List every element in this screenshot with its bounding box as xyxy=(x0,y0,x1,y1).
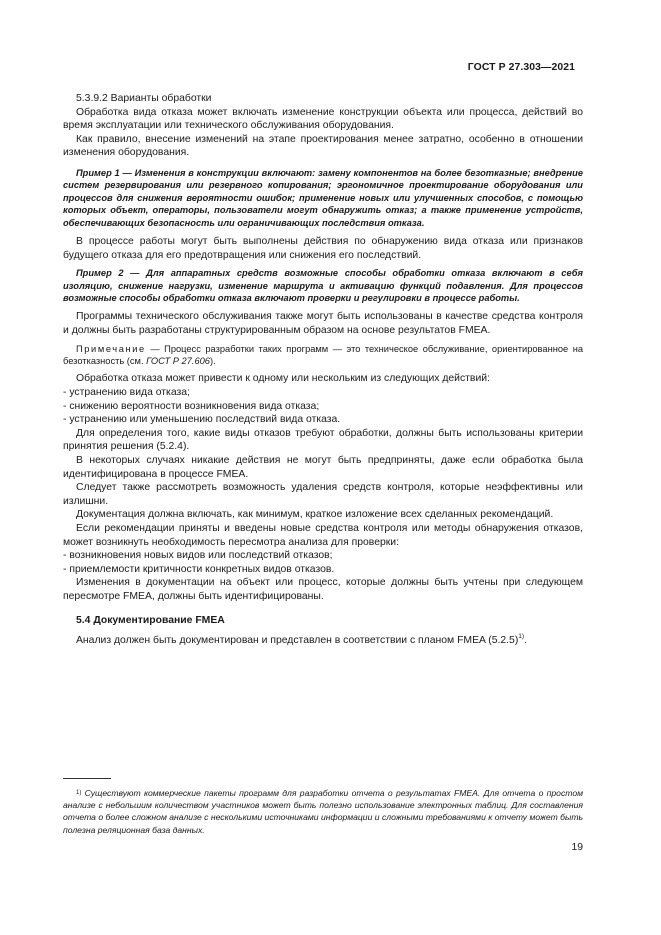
footnote-divider xyxy=(63,778,111,779)
note-end: ). xyxy=(209,356,216,366)
paragraph: Для определения того, какие виды отказов требуют обработки, должны быть использованы критерии принятия решения (5.2.4). xyxy=(63,427,583,453)
page-body xyxy=(63,92,583,647)
paragraph: Документация должна включать, как минимум, краткое изложение всех сделанных рекомендаций. xyxy=(76,509,554,521)
paragraph: Обработка отказа может привести к одному или нескольким из следующих действий: xyxy=(76,373,490,385)
example-2: Пример 2 — Для аппаратных средств возможные способы обработки отказа включают в себя изоляцию, снижение нагрузки, изменение маршрута и активацию функций подавления. Для процессов возможные способы обработки отказа включают проверки и регулировки в процессе работы. xyxy=(63,268,583,303)
list-item: - устранению или уменьшению последствий вида отказа. xyxy=(63,414,341,426)
paragraph xyxy=(63,634,583,648)
note-reference: ГОСТ Р 27.606 xyxy=(146,356,210,366)
note xyxy=(63,343,583,368)
paragraph: В процессе работы могут быть выполнены действия по обнаружению вида отказа или признаков будущего отказа для его предотвращения или снижения его последствий. xyxy=(63,236,583,261)
paragraph-text: Анализ должен быть документирован и представлен в соответствии с планом FMEA (5.2.5) xyxy=(76,634,519,646)
paragraph-end: . xyxy=(524,634,527,646)
paragraph: Обработка вида отказа может включать изменение конструкции объекта или процесса, действий во время эксплуатации или технического обслуживания оборудования. xyxy=(63,106,583,132)
document-code: ГОСТ Р 27.303—2021 xyxy=(467,62,575,73)
example-1: Пример 1 — Изменения в конструкции включают: замену компонентов на более безотказные; внедрение систем резервирования или резервного копирования; эргономичное проектирование оборудования или процессов для снижения вероятности ошибок; применение новых или улучшенных способов, с помощью которых объект, операторы, пользователи могут обнаружить отказ; а также применение устройств, обеспечивающих безопасность или ограничивающих последствия отказа. xyxy=(63,167,583,228)
list-item: - приемлемости критичности конкретных видов отказов. xyxy=(63,563,335,575)
paragraph: Как правило, внесение изменений на этапе проектирования менее затратно, особенно в отношении изменения оборудования. xyxy=(63,133,583,159)
note-label: Примечание xyxy=(76,343,146,354)
section-title-5-4: 5.4 Документирование FMEA xyxy=(76,614,225,626)
list-item: - возникновения новых видов или последствий отказов; xyxy=(63,550,333,562)
section-heading: 5.3.9.2 Варианты обработки xyxy=(76,93,212,104)
paragraph: Если рекомендации приняты и введены новые средства контроля или методы обнаружения отказов, может возникнуть необходимость пересмотра анализа для проверки: xyxy=(63,522,583,548)
note-text: — Процесс разработки таких программ — это техническое обслуживание, ориентированное на безотказность (см. xyxy=(63,343,583,366)
paragraph: Изменения в документации на объект или процесс, которые должны быть учтены при следующем пересмотре FMEA, должны быть идентифицированы. xyxy=(63,577,583,602)
list-item: - устранению вида отказа; xyxy=(63,387,190,398)
footnote-marker: 1) xyxy=(76,790,82,796)
paragraph: В некоторых случаях никакие действия не могут быть предприняты, даже если обработка была идентифицирована в процессе FMEA. xyxy=(63,454,583,480)
page-number: 19 xyxy=(571,842,583,853)
paragraph: Следует также рассмотреть возможность удаления средств контроля, которые неэффективны или излишни. xyxy=(63,482,583,507)
list-item: - снижению вероятности возникновения вида отказа; xyxy=(63,400,320,412)
footnote-text: Существуют коммерческие пакеты программ для разработки отчета о результатах FMEA. Для отчета о простом анализе с небольшим количеством участников может быть полезно использование электронных таблиц. Для составления отчета о более сложном анализе с несколькими источниками информации и сложными требованиями к отчету может быть полезна реляционная база данных. xyxy=(63,788,583,835)
footnote-ref[interactable]: 1) xyxy=(518,632,525,640)
footnote xyxy=(63,787,583,836)
paragraph: Программы технического обслуживания также могут быть использованы в качестве средства контроля и должны быть разработаны структурированным образом на основе результатов FMEA. xyxy=(63,311,583,336)
